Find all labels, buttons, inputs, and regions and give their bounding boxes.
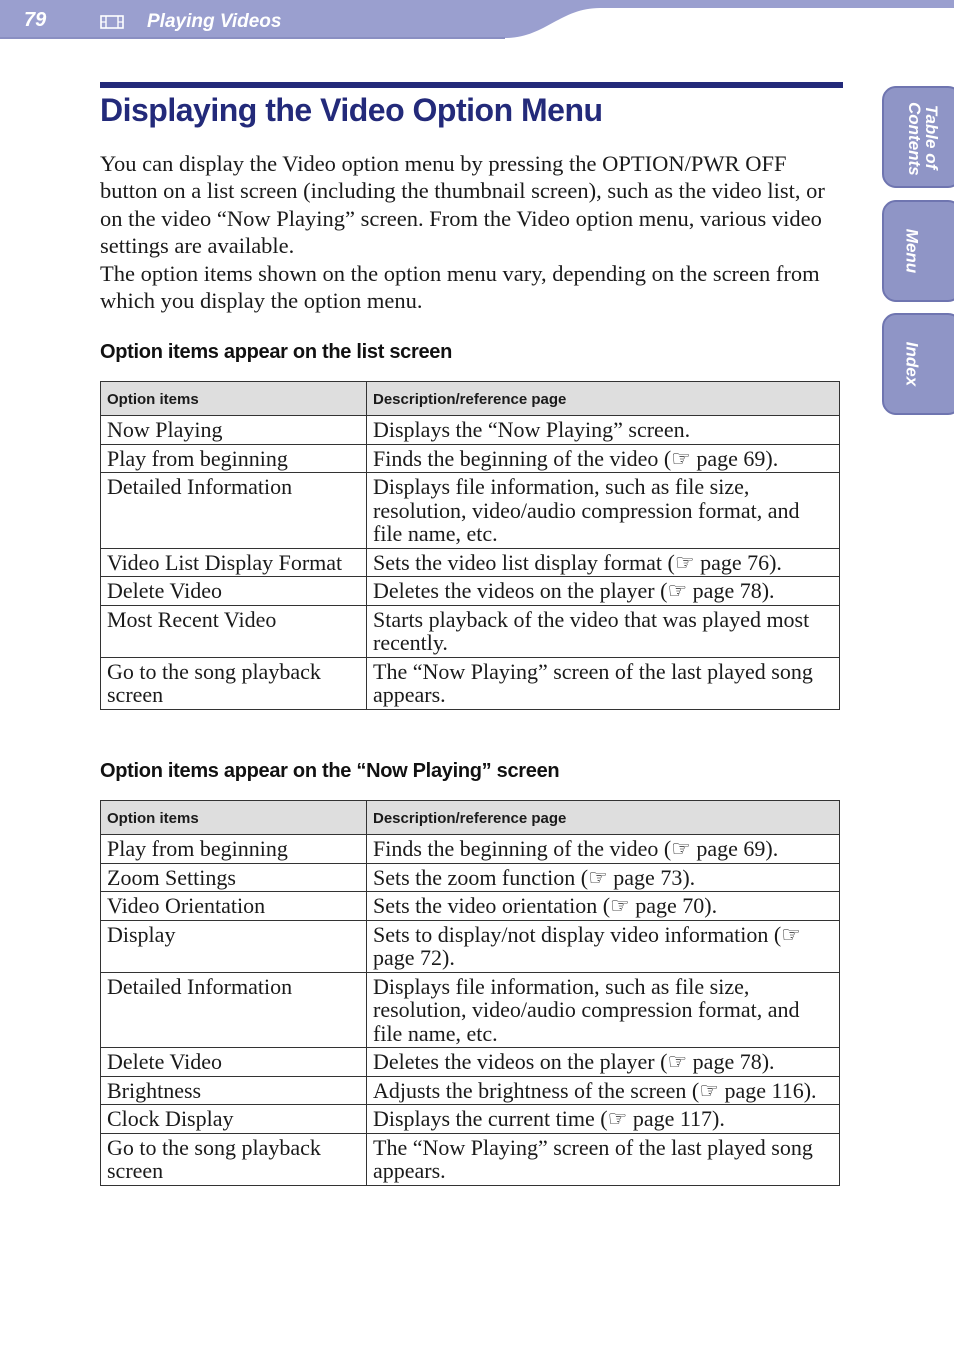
option-item: Delete Video: [101, 1048, 367, 1077]
option-description: Displays file information, such as file size, resolution, video/audio compression format, and file name, etc.: [367, 972, 840, 1048]
option-description: Finds the beginning of the video (☞ page 69).: [367, 835, 840, 864]
option-item: Detailed Information: [101, 972, 367, 1048]
option-description: Sets the video orientation (☞ page 70).: [367, 892, 840, 921]
column-header: Option items: [101, 801, 367, 835]
title-rule: [100, 82, 843, 88]
tab-label: Menu: [902, 228, 922, 274]
option-item: Video List Display Format: [101, 548, 367, 577]
tab-label: Table of Contents: [905, 102, 941, 176]
table-row: [101, 444, 840, 473]
tab-table-of-contents[interactable]: [882, 86, 954, 188]
table-row: [101, 920, 840, 972]
table-row: [101, 1076, 840, 1105]
table-row: [101, 473, 840, 549]
option-item: Go to the song playback screen: [101, 657, 367, 709]
table-row: [101, 972, 840, 1048]
intro-paragraph: You can display the Video option menu by pressing the OPTION/PWR OFF button on a list screen (including the thumbnail screen), such as the video list, or on the video “Now Playing” screen. From the Video option menu, various video settings are available.: [100, 151, 825, 259]
table-row: [101, 1133, 840, 1185]
option-item: Go to the song playback screen: [101, 1133, 367, 1185]
option-description: The “Now Playing” screen of the last played song appears.: [367, 1133, 840, 1185]
table-row: [101, 416, 840, 445]
table-row: [101, 863, 840, 892]
tab-index[interactable]: [882, 313, 954, 415]
option-description: Deletes the videos on the player (☞ page 78).: [367, 1048, 840, 1077]
table-row: [101, 577, 840, 606]
column-header: Description/reference page: [367, 801, 840, 835]
header-band: [0, 0, 954, 40]
table-row: [101, 548, 840, 577]
table-row: [101, 1105, 840, 1134]
option-item: Video Orientation: [101, 892, 367, 921]
option-description: Displays file information, such as file size, resolution, video/audio compression format, and file name, etc.: [367, 473, 840, 549]
option-item: Most Recent Video: [101, 605, 367, 657]
option-description: Deletes the videos on the player (☞ page 78).: [367, 577, 840, 606]
option-description: Displays the current time (☞ page 117).: [367, 1105, 840, 1134]
table-header-row: [101, 801, 840, 835]
option-description: Displays the “Now Playing” screen.: [367, 416, 840, 445]
section-title: Playing Videos: [147, 11, 282, 32]
option-item: Detailed Information: [101, 473, 367, 549]
option-description: The “Now Playing” screen of the last played song appears.: [367, 657, 840, 709]
option-description: Adjusts the brightness of the screen (☞ page 116).: [367, 1076, 840, 1105]
intro-text: [100, 150, 840, 314]
table-row: [101, 605, 840, 657]
option-item: Brightness: [101, 1076, 367, 1105]
table-header-row: [101, 382, 840, 416]
table-row: [101, 1048, 840, 1077]
column-header: Description/reference page: [367, 382, 840, 416]
intro-paragraph: The option items shown on the option menu vary, depending on the screen from which you display the option menu.: [100, 260, 820, 314]
section-heading: Option items appear on the list screen: [100, 341, 453, 363]
option-item: Delete Video: [101, 577, 367, 606]
page-number: 79: [24, 9, 47, 31]
table-row: [101, 835, 840, 864]
option-item: Display: [101, 920, 367, 972]
table-row: [101, 892, 840, 921]
section-heading: Option items appear on the “Now Playing” screen: [100, 760, 560, 782]
column-header: Option items: [101, 382, 367, 416]
option-item: Play from beginning: [101, 444, 367, 473]
film-icon: [100, 15, 124, 29]
option-item: Zoom Settings: [101, 863, 367, 892]
option-table-list-screen: [100, 381, 840, 710]
tab-label: Index: [902, 341, 922, 387]
option-item: Clock Display: [101, 1105, 367, 1134]
tab-menu[interactable]: [882, 200, 954, 302]
table-row: [101, 657, 840, 709]
option-table-now-playing: [100, 800, 840, 1186]
option-item: Now Playing: [101, 416, 367, 445]
option-description: Starts playback of the video that was played most recently.: [367, 605, 840, 657]
option-description: Finds the beginning of the video (☞ page 69).: [367, 444, 840, 473]
option-description: Sets the zoom function (☞ page 73).: [367, 863, 840, 892]
option-description: Sets to display/not display video information (☞ page 72).: [367, 920, 840, 972]
option-item: Play from beginning: [101, 835, 367, 864]
page-title: Displaying the Video Option Menu: [100, 92, 603, 128]
option-description: Sets the video list display format (☞ page 76).: [367, 548, 840, 577]
